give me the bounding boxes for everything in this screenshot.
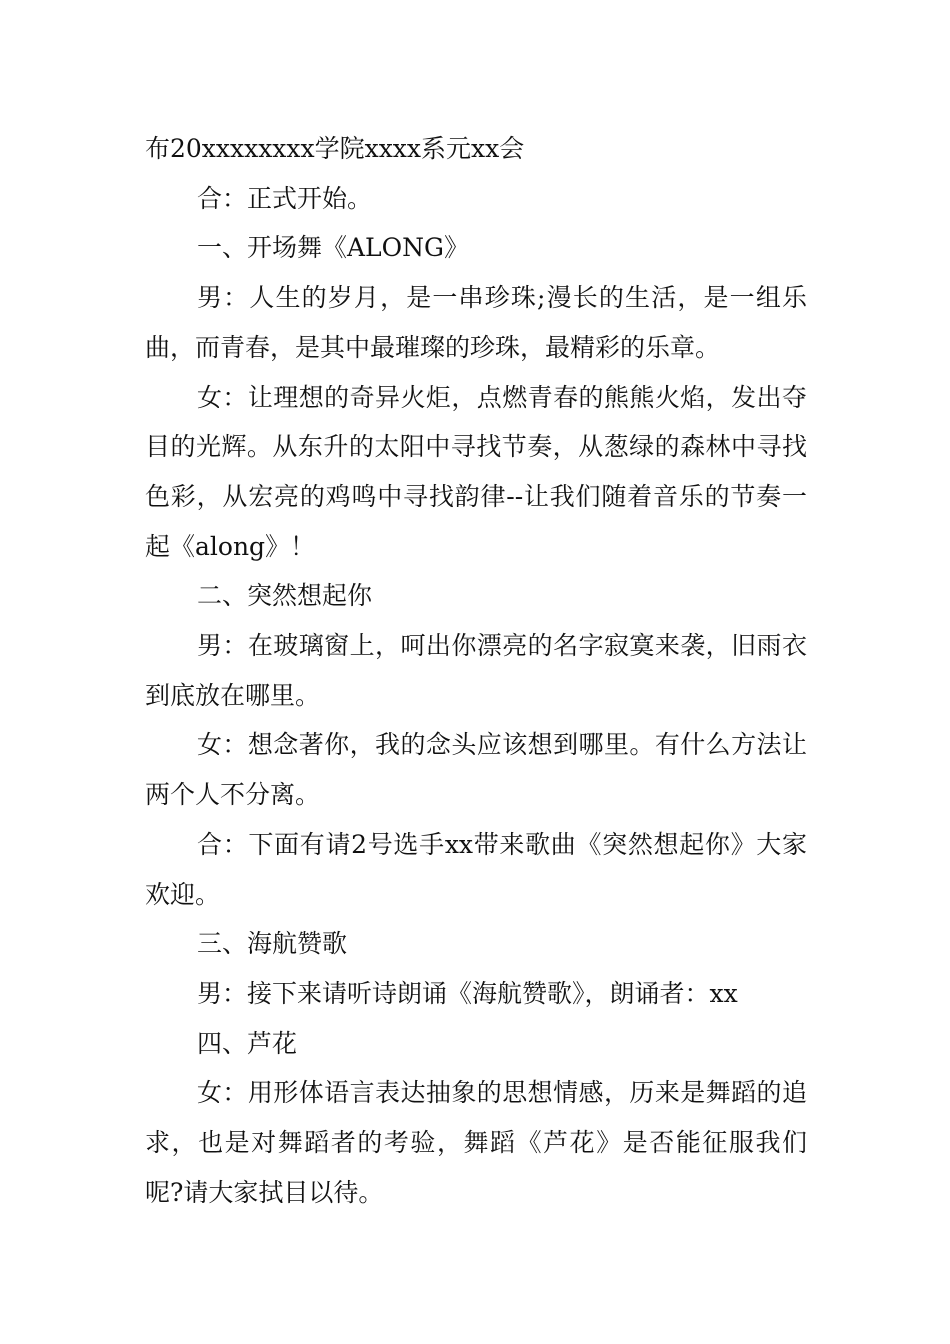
- paragraph-male-2: 男：在玻璃窗上，呵出你漂亮的名字寂寞来袭，旧雨衣到底放在哪里。: [145, 631, 807, 710]
- paragraph-male-3: 男：接下来请听诗朗诵《海航赞歌》，朗诵者：xx: [197, 978, 738, 1008]
- paragraph-female-2: 女：想念著你，我的念头应该想到哪里。有什么方法让两个人不分离。: [145, 730, 807, 810]
- paragraph-female-3: 女：用形体语言表达抽象的思想情感，历来是舞蹈的追求，也是对舞蹈者的考验，舞蹈《芦花》是否能征服我们呢?请大家拭目以待。: [145, 1078, 807, 1207]
- paragraph-male-1: 男：人生的岁月，是一串珍珠;漫长的生活，是一组乐曲，而青春，是其中最璀璨的珍珠，最精彩的乐章。: [145, 283, 807, 362]
- section-heading-3: 三、海航赞歌: [197, 929, 348, 959]
- document-page: [145, 124, 807, 1217]
- paragraph-female-1: 女：让理想的奇异火炬，点燃青春的熊熊火焰，发出夺目的光辉。从东升的太阳中寻找节奏，从葱绿的森林中寻找色彩，从宏亮的鸡鸣中寻找韵律--让我们随着音乐的节奏一起《along》！: [145, 382, 807, 561]
- paragraph-together-1: 合：下面有请2号选手xx带来歌曲《突然想起你》大家欢迎。: [145, 829, 807, 909]
- paragraph-header: 布20xxxxxxxx学院xxxx系元xx会: [145, 134, 525, 163]
- section-heading-1: 一、开场舞《ALONG》: [197, 233, 469, 263]
- paragraph-opening: 合：正式开始。: [197, 183, 373, 213]
- section-heading-2: 二、突然想起你: [197, 581, 373, 611]
- section-heading-4: 四、芦花: [197, 1028, 298, 1058]
